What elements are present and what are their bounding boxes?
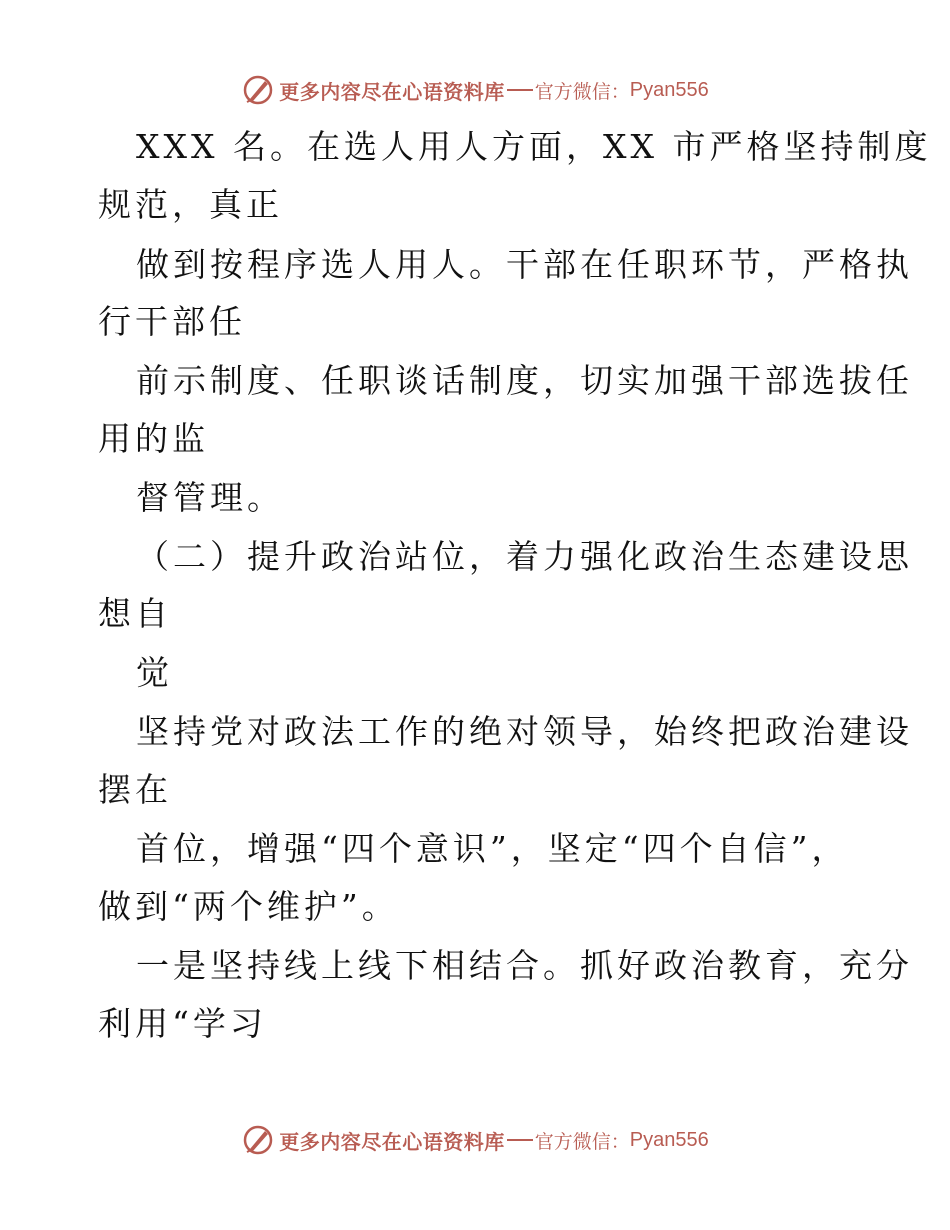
banner-wechat-label: 官方微信： <box>534 1130 630 1153</box>
body-line: 做到“两个维护”。 <box>98 887 399 926</box>
body-line: 首位，增强“四个意识”，坚定“四个自信”， <box>136 829 849 868</box>
quill-logo-icon <box>241 1123 275 1157</box>
banner-title: 更多内容尽在心语资料库 <box>279 79 505 104</box>
body-line: 前示制度、任职谈话制度，切实加强干部选拔任 <box>136 361 913 400</box>
banner-wechat-id: Pyan556 <box>629 1128 709 1151</box>
banner-wechat-id: Pyan556 <box>629 78 709 101</box>
banner-title: 更多内容尽在心语资料库 <box>279 1129 505 1154</box>
body-line: 做到按程序选人用人。干部在任职环节，严格执 <box>136 245 913 284</box>
body-line: 觉 <box>136 653 173 692</box>
body-line: 坚持党对政法工作的绝对领导，始终把政治建设 <box>136 712 913 751</box>
body-line: 规范，真正 <box>98 185 283 224</box>
body-line: 用的监 <box>98 419 209 458</box>
body-line: 利用“学习 <box>98 1004 267 1043</box>
header-banner <box>0 70 950 110</box>
body-line: （二）提升政治站位，着力强化政治生态建设思 <box>136 537 913 576</box>
banner-dash <box>507 89 533 91</box>
body-line: 行干部任 <box>98 302 246 341</box>
quill-logo-icon <box>241 73 275 107</box>
body-line: 一是坚持线上线下相结合。抓好政治教育，充分 <box>136 946 913 985</box>
body-line: 摆在 <box>98 770 172 809</box>
footer-banner <box>0 1120 950 1160</box>
banner-wechat-label: 官方微信： <box>534 80 630 103</box>
body-line: XXX 名。在选人用人方面，XX 市严格坚持制度 <box>136 127 932 166</box>
body-line: 想自 <box>98 594 172 633</box>
body-line: 督管理。 <box>136 478 284 517</box>
banner-dash <box>507 1139 533 1141</box>
